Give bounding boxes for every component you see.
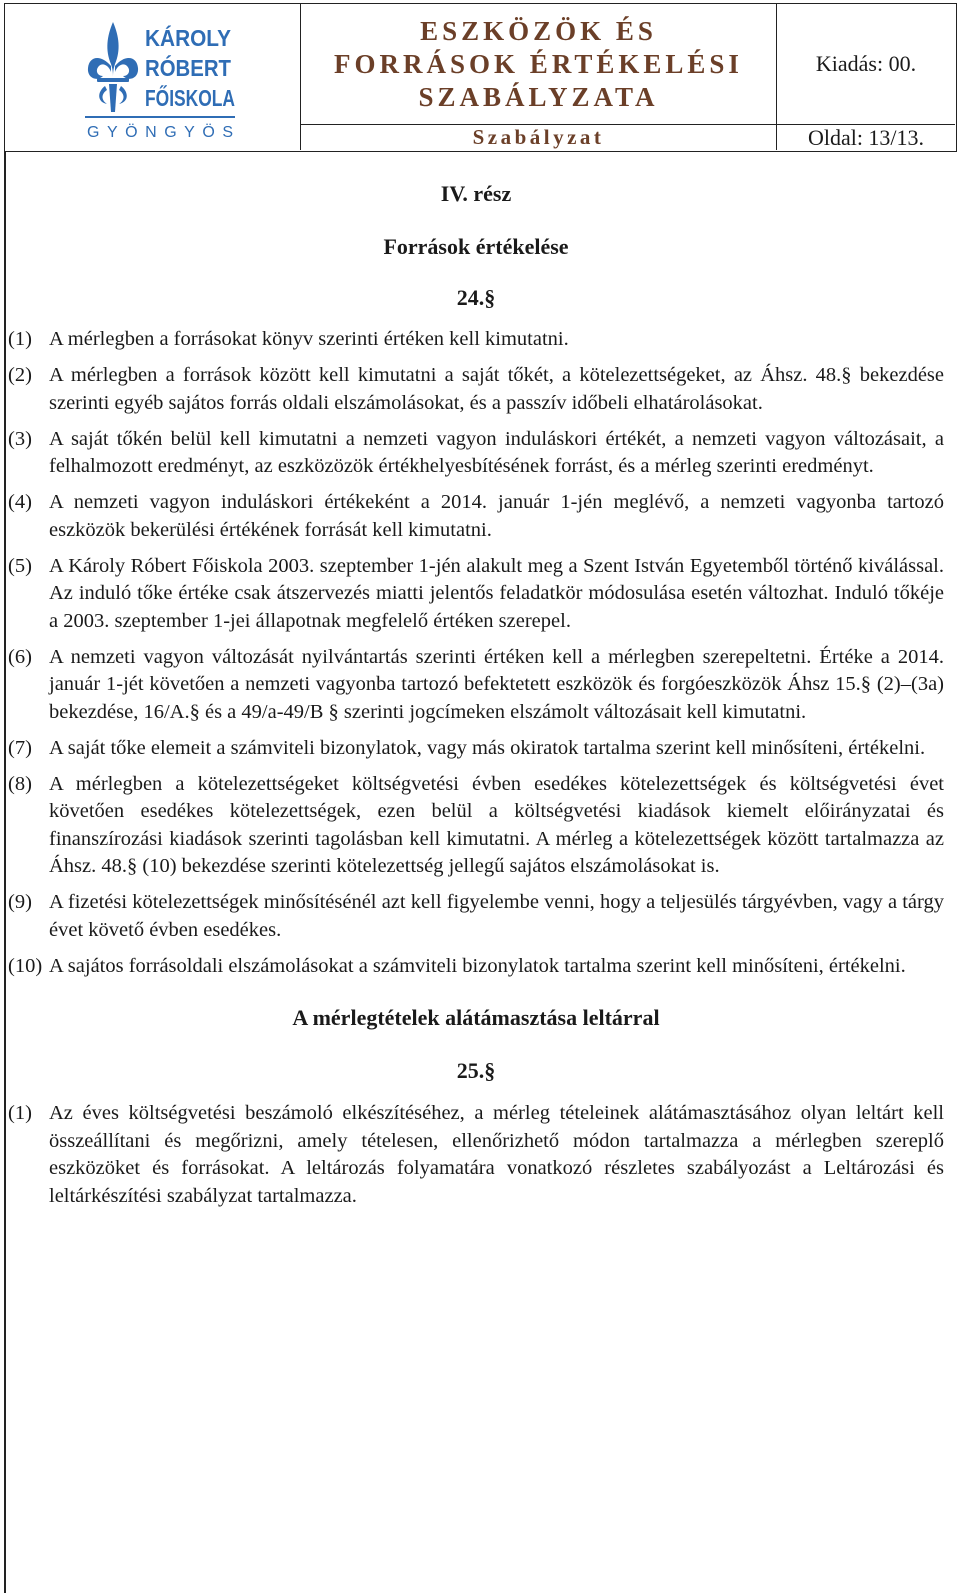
logo-line-1: KÁROLY — [145, 25, 240, 51]
paragraph-text: A saját tőkén belül kell kimutatni a nemzeti vagyon induláskori értékét, a nemzeti vagyon változásait, a felhalmozott eredményt, az eszközözök értékhelyesbítésének forrást, és a mérleg szerinti eredményt. — [49, 427, 944, 477]
paragraph-number: (3) — [8, 427, 32, 450]
section-25-number: 25.§ — [456, 1058, 496, 1083]
title-line-2: FORRÁSOK ÉRTÉKELÉSI — [334, 48, 743, 79]
part-title: Források értékelése — [383, 234, 569, 259]
logo-city: GYÖNGYÖS — [87, 124, 233, 141]
paragraph-number: (1) — [8, 1102, 32, 1124]
left-margin-rule — [4, 152, 6, 1593]
paragraph — [8, 489, 944, 544]
paragraph-number: (1) — [8, 328, 32, 350]
title-line-3: SZABÁLYZATA — [418, 81, 659, 112]
paragraph — [8, 553, 944, 636]
logo-cell — [5, 4, 301, 150]
section-24-number: 24.§ — [456, 285, 496, 310]
paragraph — [8, 326, 944, 354]
logo-line-3: FŐISKOLA — [145, 85, 264, 111]
paragraph — [8, 1100, 944, 1210]
paragraph-number: (2) — [8, 364, 32, 386]
paragraph-text: A Károly Róbert Főiskola 2003. szeptember 1-jén alakult meg a Szent István Egyetemből történő kiválással. Az induló tőke értéke csak átszervezés miatti jelentős feladatkör módosulása esetén változhat. Induló tőkéje a 2003. szeptember 1-jei állapotnak megfelelő értéken szerepel. — [49, 554, 944, 632]
document-title-cell — [301, 4, 777, 125]
document-header — [4, 3, 957, 152]
paragraph-text: A mérlegben a kötelezettségeket költségvetési évben esedékes kötelezettségek és költségvetési évet követően esedékes kötelezettségek, ezen belül a költségvetési kiadások kiemelt előirányzatai és finanszírozási kiadások szerinti tagolásban kell kimutatni. A mérleg a kötelezettségek között tartalmazza az Áhsz. 48.§ (10) bekezdése szerinti kötelezettség jellegű sajátos elszámolásokat is. — [49, 772, 944, 877]
paragraph-text: A nemzeti vagyon változását nyilvántartás szerinti értéken kell a mérlegben szerepeltetni. Értéke a 2014. január 1-jét követően a nemzeti vagyonba tartozó befektetett eszközök és forgóeszközök Áhsz 15.§ (2)–(3a) bekezdése, 16/A.§ és a 49/a-49/B § szerinti jogcímeken elszámolt változásait kell kimutatni. — [49, 645, 944, 723]
section-24-paragraphs — [8, 326, 944, 980]
paragraph — [8, 771, 944, 881]
part-label: IV. rész — [440, 181, 512, 206]
paragraph-text: A mérlegben a források között kell kimutatni a saját tőkét, a kötelezettségeket, az Áhsz. 48.§ bekezdése szerinti egyéb sajátos forrás oldali elszámolásokat, és a passzív időbeli elhatárolásokat. — [49, 364, 944, 414]
paragraph — [8, 362, 944, 417]
paragraph — [8, 426, 944, 481]
college-logo — [83, 16, 264, 141]
paragraph-text: A nemzeti vagyon induláskori értékeként a 2014. január 1-jén meglévő, a nemzeti vagyonba tartozó eszközök bekerülési értékének forrását kell kimutatni. — [49, 491, 944, 541]
paragraph-text: A fizetési kötelezettségek minősítésénél azt kell figyelembe venni, hogy a teljesülés tárgyévben, vagy a tárgy évet követő évben esedékes. — [49, 891, 944, 941]
paragraph — [8, 889, 944, 944]
paragraph-number: (4) — [8, 491, 32, 513]
paragraph-text: A sajátos forrásoldali elszámolásokat a számviteli bizonylatok tartalma szerint kell minősíteni, értékelni. — [49, 954, 906, 977]
paragraph — [8, 953, 944, 981]
paragraph-text: Az éves költségvetési beszámoló elkészítéséhez, a mérleg tételeinek alátámasztásához olyan leltárt kell összeállítani és megőrizni, amely tételesen, ellenőrizhető módon tartalmazza a mérlegben szereplő eszközöket és forrásokat. A leltározás folyamatára vonatkozó részletes szabályozást a Leltározási és leltárkészítési szabályzat tartalmazza. — [49, 1102, 944, 1207]
document-body — [8, 172, 944, 1219]
paragraph-text: A saját tőke elemeit a számviteli bizonylatok, vagy más okiratok tartalma szerint kell minősíteni, értékelni. — [49, 736, 926, 759]
section-25-paragraphs — [8, 1100, 944, 1210]
page-number: Oldal: 13/13. — [807, 124, 925, 150]
document-type: Szabályzat — [301, 125, 777, 150]
paragraph-number: (5) — [8, 554, 32, 577]
issue-number: Kiadás: 00. — [777, 4, 955, 125]
paragraph — [8, 735, 944, 763]
paragraph-number: (8) — [8, 772, 32, 795]
paragraph — [8, 644, 944, 727]
title-line-1: ESZKÖZÖK ÉS — [420, 15, 657, 46]
paragraph-number: (6) — [8, 645, 32, 668]
paragraph-number: (10) — [8, 954, 43, 977]
section-2-title: A mérlegtételek alátámasztása leltárral — [292, 1005, 660, 1030]
paragraph-number: (7) — [8, 736, 32, 759]
paragraph-number: (9) — [8, 891, 32, 913]
document-title — [334, 15, 743, 114]
logo-line-2: RÓBERT — [145, 55, 243, 81]
paragraph-text: A mérlegben a forrásokat könyv szerinti értéken kell kimutatni. — [49, 328, 569, 350]
